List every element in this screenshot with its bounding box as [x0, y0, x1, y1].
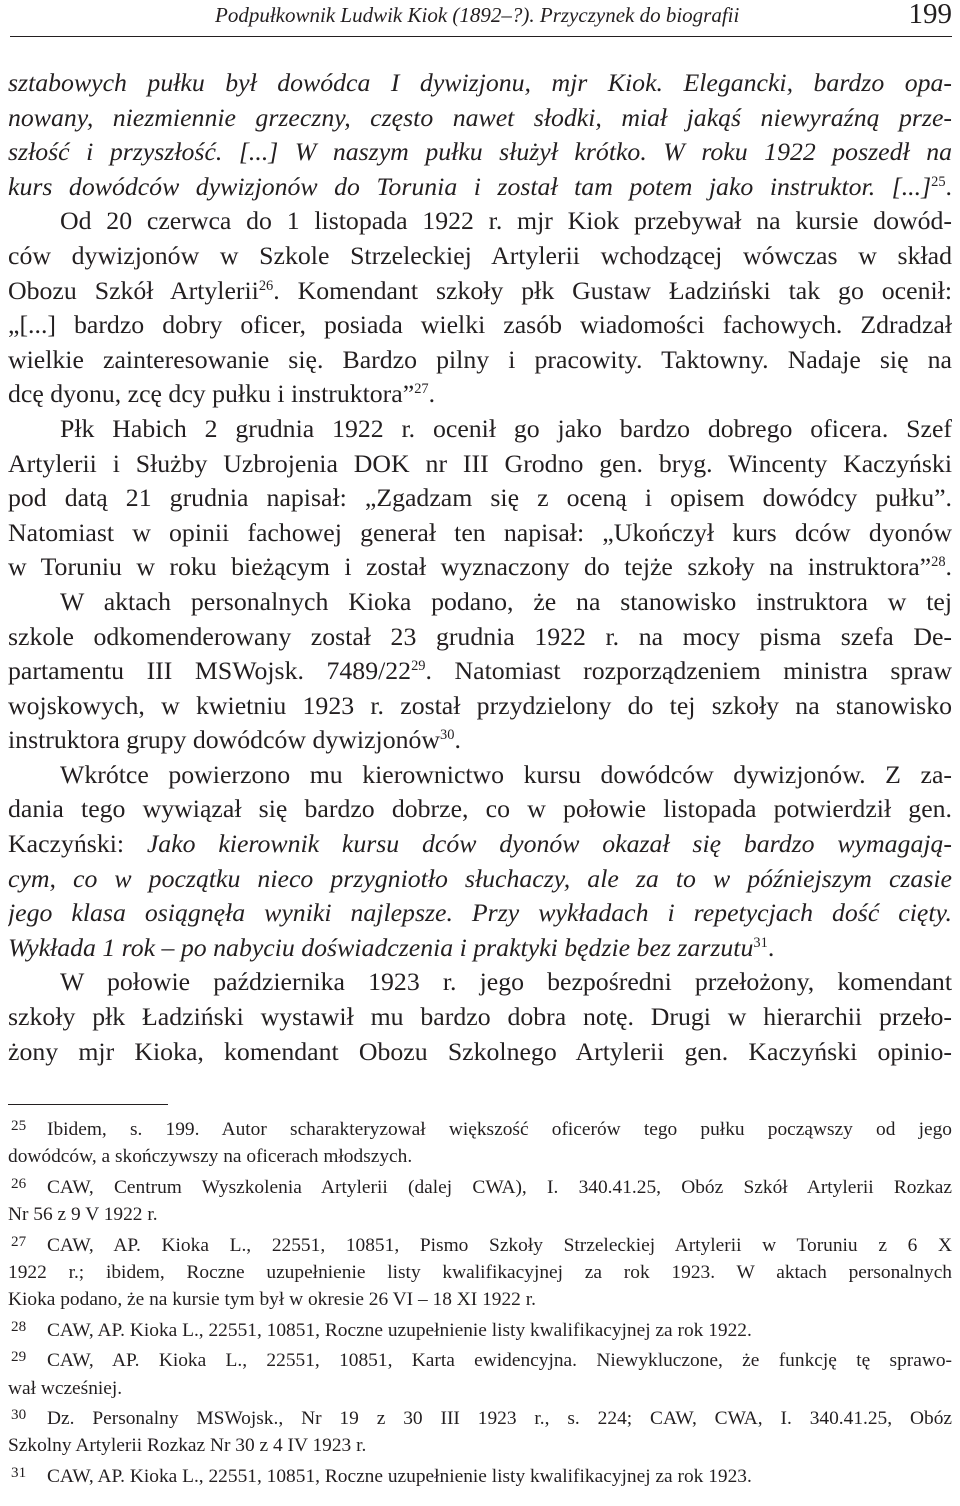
footnote-ref: 29 [411, 658, 426, 675]
footnote-line [8, 1432, 952, 1459]
footnote-text: Dz. Personalny MSWojsk., Nr 19 z 30 III 1923 r., s. 224; CAW, CWA, I. 340.41.25, Obóz [47, 1407, 952, 1429]
text-run: nowany, niezmiennie grzeczny, często nawet słodki, miał jakąś niewyraźną prze- [8, 102, 952, 132]
text-run: Artylerii i Służby Uzbrojenia DOK nr III Grodno gen. bryg. Wincenty Kaczyński [8, 448, 952, 478]
footnote-text: CAW, AP. Kioka L., 22551, 10851, Roczne uzupełnienie listy kwalifikacyjnej za rok 1922. [47, 1319, 752, 1341]
text-run: Obozu Szkół Artylerii [8, 275, 259, 305]
text-run: . Komendant szkoły płk Gustaw Ładziński tak go ocenił: [273, 275, 952, 305]
text-run: dcę dyonu, zcę dcy pułku i instruktora” [8, 379, 415, 409]
text-run: szkole odkomenderowany został 23 grudnia 1922 r. na mocy pisma szefa De- [8, 621, 952, 651]
text-run: . [454, 725, 461, 755]
footnote-line [8, 1375, 952, 1402]
text-run: instruktora grupy dowódców dywizjonów [8, 725, 441, 755]
text-run: cym, co w początku nieco przygniotło słuchaczy, ale za to w późniejszym czasie [8, 863, 952, 893]
footnote-ref: 26 [258, 277, 274, 294]
footnote-line [8, 1259, 952, 1286]
body-text [8, 66, 952, 1069]
footnote-line: 30 Dz. Personalny MSWojsk., Nr 19 z 30 III 1923 r., s. 224; CAW, CWA, I. 340.41.25, Obóz [11, 1407, 952, 1429]
body-line [8, 689, 952, 724]
footnote [8, 1463, 952, 1490]
body-line [8, 135, 952, 170]
footnote [8, 1232, 952, 1314]
body-line [8, 827, 952, 862]
body-line [8, 377, 952, 412]
footnote-line [8, 1286, 952, 1313]
footnote-line [8, 1143, 952, 1170]
text-run: W połowie października 1923 r. jego bezpośredni przełożony, komendant [60, 967, 952, 997]
footnote [8, 1405, 952, 1460]
footnote-line: 29 CAW, AP. Kioka L., 22551, 10851, Karta ewidencyjna. Niewykluczone, że funkcję tę sprawo- [11, 1349, 952, 1372]
body-line [8, 862, 952, 897]
footnote-line: 25 Ibidem, s. 199. Autor scharakteryzował większość oficerów tego pułku począwszy od jego [11, 1118, 952, 1140]
footnote-separator [8, 1104, 168, 1105]
footnote [8, 1347, 952, 1402]
body-line [8, 550, 952, 585]
text-run: sztabowych pułku był dowódca I dywizjonu, mjr Kiok. Elegancki, bardzo opa- [8, 68, 952, 97]
text-run: pod datą 21 grudnia napisał: „Zgadzam się z oceną i opisem dowódcy pułku”. [8, 483, 952, 513]
footnote-text: Szkolny Artylerii Rozkaz Nr 30 z 4 IV 1923 r. [8, 1435, 367, 1457]
body-line [8, 412, 952, 447]
text-run: ców dywizjonów w Szkole Strzeleckiej Artylerii wchodzącej wówczas w skład [8, 240, 952, 270]
header-rule [10, 36, 952, 37]
footnote-text: CAW, AP. Kioka L., 22551, 10851, Roczne uzupełnienie listy kwalifikacyjnej za rok 1923. [47, 1465, 752, 1487]
page-header [0, 0, 960, 42]
body-line [8, 239, 952, 274]
body-line [8, 481, 952, 516]
text-run: w Toruniu w roku bieżącym i został wyznaczony do tejże szkoły na instruktora” [8, 552, 932, 582]
footnote-text: Nr 56 z 9 V 1922 r. [8, 1204, 158, 1226]
text-run: Wkrótce powierzono mu kierownictwo kursu dowódców dywizjonów. Z za- [60, 759, 952, 789]
footnote [8, 1317, 952, 1344]
body-line [8, 792, 952, 827]
footnote-text: CAW, Centrum Wyszkolenia Artylerii (dalej CWA), I. 340.41.25, Obóz Szkół Artylerii Rozkaz [47, 1176, 952, 1198]
text-run: wojskowych, w kwietniu 1923 r. został przydzielony do tej szkoły na stanowisko [8, 690, 952, 720]
body-line [8, 308, 952, 343]
body-line [8, 170, 952, 205]
footnote-text: 1922 r.; ibidem, Roczne uzupełnienie listy kwalifikacyjnej za rok 1923. W aktach personalnych [8, 1261, 952, 1283]
footnote-text: dowódców, a skończywszy na oficerach młodszych. [8, 1146, 413, 1168]
footnotes [8, 1116, 952, 1493]
footnote-line: 26 CAW, Centrum Wyszkolenia Artylerii (dalej CWA), I. 340.41.25, Obóz Szkół Artylerii Rozkaz [11, 1175, 952, 1198]
body-line [8, 931, 952, 966]
body-line [8, 758, 952, 793]
text-run: „[...] bardzo dobry oficer, posiada wielki zasób wiadomości fachowych. Zdradzał [8, 310, 952, 340]
body-line [8, 343, 952, 378]
text-run: szkoły płk Ładziński wystawił mu bardzo dobra notę. Drugi w hierarchii przeło- [8, 1002, 952, 1032]
text-run: wielkie zainteresowanie się. Bardzo pilny i pracowity. Taktowny. Nadaje się na [8, 344, 952, 374]
body-line [8, 274, 952, 309]
page-number: 199 [908, 0, 952, 30]
body-line [8, 1035, 952, 1070]
body-line [8, 723, 952, 758]
text-run: jego klasa osiągnęła wyniki najlepsze. Przy wykładach i repetycjach dość cięty. [8, 898, 952, 928]
text-run: . [945, 171, 952, 201]
body-line [8, 620, 952, 655]
body-line [8, 516, 952, 551]
footnote-ref: 30 [440, 727, 455, 744]
footnote-line [8, 1201, 952, 1228]
footnote-line: 28 CAW, AP. Kioka L., 22551, 10851, Roczne uzupełnienie listy kwalifikacyjnej za rok 1922. [11, 1318, 752, 1341]
body-line [8, 204, 952, 239]
text-run: Wykłada 1 rok – po nabyciu doświadczenia i praktyki będzie bez zarzutu [8, 932, 754, 962]
text-run: żony mjr Kioka, komendant Obozu Szkolnego Artylerii gen. Kaczyński opinio- [8, 1036, 952, 1066]
running-title: Podpułkownik Ludwik Kiok (1892–?). Przyczynek do biografii [215, 3, 740, 27]
text-run: Płk Habich 2 grudnia 1922 r. ocenił go jako bardzo dobrego oficera. Szef [60, 413, 952, 443]
footnote [8, 1116, 952, 1171]
footnote-ref: 28 [931, 554, 946, 571]
footnote-line: 31 CAW, AP. Kioka L., 22551, 10851, Roczne uzupełnienie listy kwalifikacyjnej za rok 1923. [11, 1464, 752, 1487]
body-line [8, 585, 952, 620]
body-line [8, 654, 952, 689]
body-line [8, 66, 952, 101]
footnote-ref: 31 [753, 934, 768, 951]
text-run: . [428, 379, 436, 409]
text-run: . [945, 552, 952, 582]
text-run: . [767, 932, 775, 962]
body-line [8, 965, 952, 1000]
text-run: Natomiast w opinii fachowej generał ten napisał: „Ukończył kurs dców dyonów [8, 517, 952, 547]
text-run: Od 20 czerwca do 1 listopada 1922 r. mjr Kiok przebywał na kursie dowód- [60, 206, 952, 236]
body-line [8, 1000, 952, 1035]
footnote-text: CAW, AP. Kioka L., 22551, 10851, Pismo Szkoły Strzeleckiej Artylerii w Toruniu z 6 X [47, 1234, 952, 1256]
footnote-ref: 25 [931, 173, 946, 190]
text-run: szłość i przyszłość. [...] W naszym pułku służył krótko. W roku 1922 poszedł na [8, 137, 952, 167]
footnote-ref: 27 [414, 381, 429, 398]
footnote-line: 27 CAW, AP. Kioka L., 22551, 10851, Pismo Szkoły Strzeleckiej Artylerii w Toruniu z 6 X [11, 1233, 952, 1256]
footnote-text: wał wcześniej. [8, 1377, 123, 1399]
footnote-text: CAW, AP. Kioka L., 22551, 10851, Karta ewidencyjna. Niewykluczone, że funkcję tę sprawo- [47, 1350, 952, 1372]
text-run: Jako kierownik kursu dców dyonów okazał się bardzo wymagają- [146, 829, 952, 859]
footnote-text: Ibidem, s. 199. Autor scharakteryzował większość oficerów tego pułku począwszy od jego [47, 1119, 952, 1140]
text-run: partamentu III MSWojsk. 7489/22 [8, 656, 412, 686]
text-run: . Natomiast rozporządzeniem ministra spraw [425, 656, 952, 686]
text-run: Kaczyński: [8, 829, 147, 859]
text-run: kurs dowódców dywizjonów do Torunia i został tam potem jako instruktor. [...] [8, 171, 932, 201]
text-run: dania tego wywiązał się bardzo dobrze, co w połowie listopada potwierdził gen. [8, 794, 952, 824]
body-line [8, 447, 952, 482]
body-line [8, 101, 952, 136]
footnote-text: Kioka podano, że na kursie tym był w okresie 26 VI – 18 XI 1922 r. [8, 1289, 536, 1311]
body-line [8, 896, 952, 931]
text-run: W aktach personalnych Kioka podano, że na stanowisko instruktora w tej [60, 586, 952, 616]
footnote [8, 1174, 952, 1229]
